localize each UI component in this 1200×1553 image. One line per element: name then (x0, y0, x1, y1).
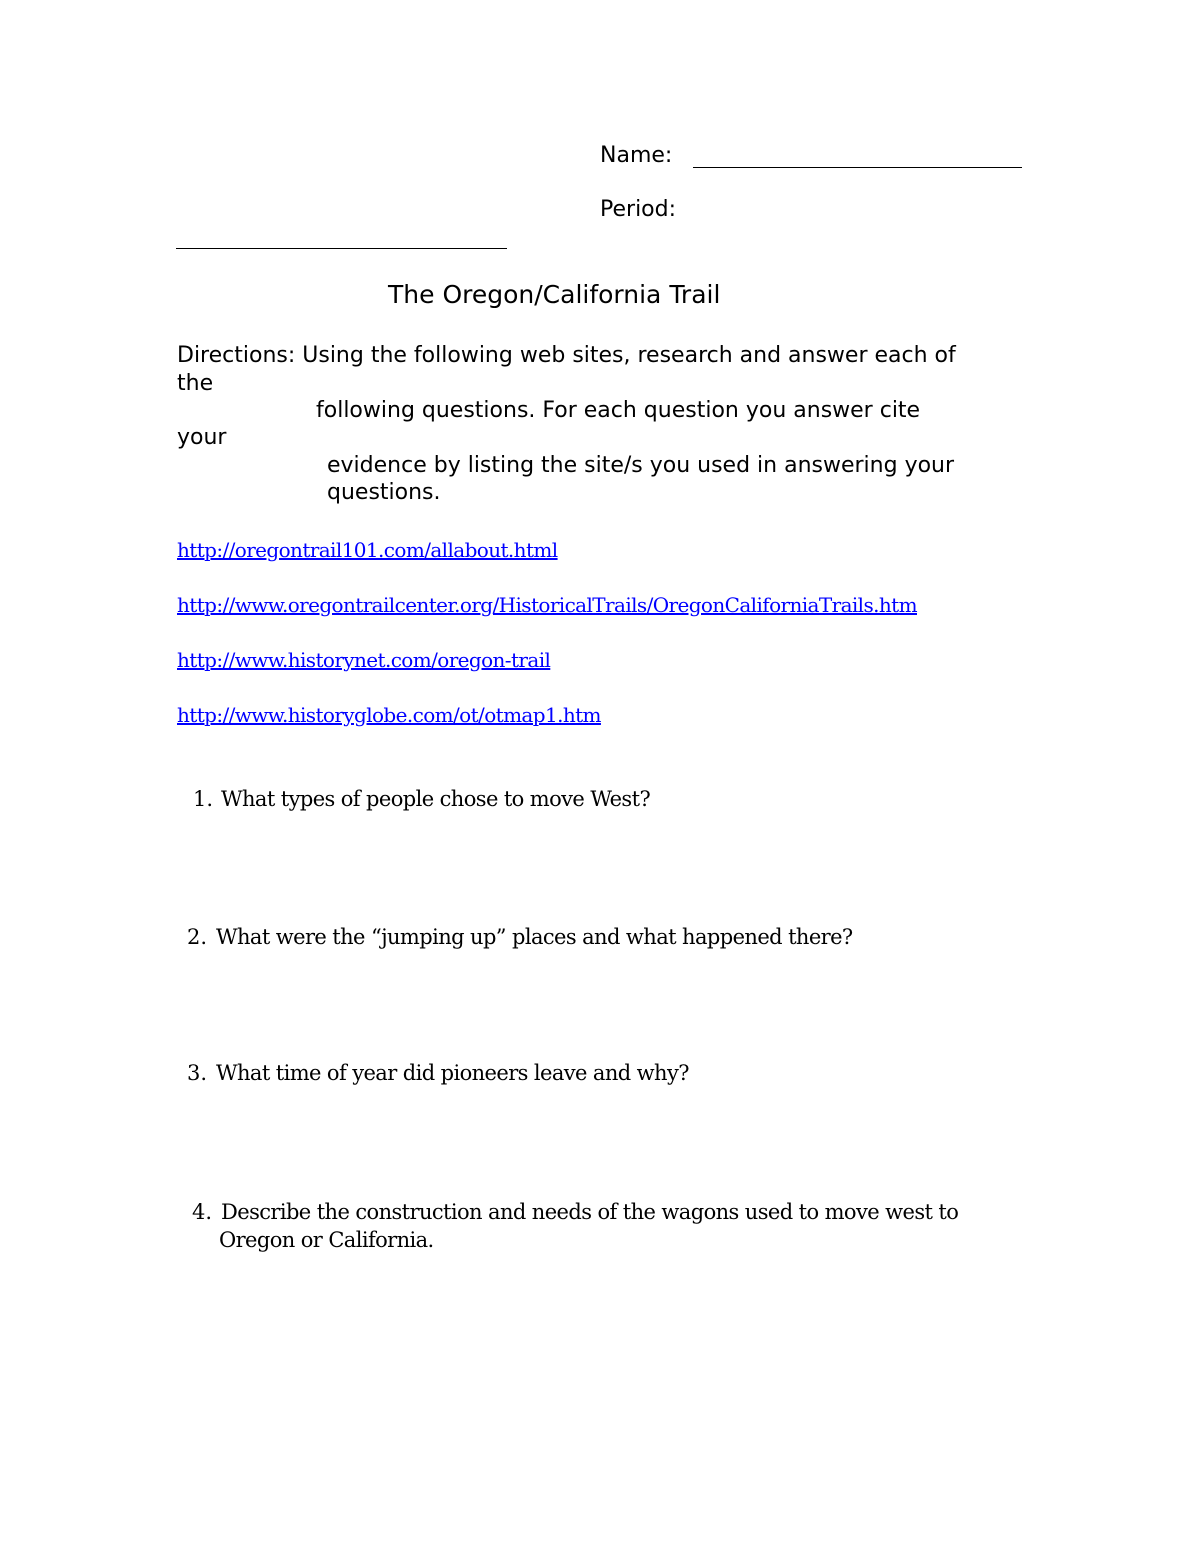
link-historyglobe[interactable]: http://www.historyglobe.com/ot/otmap1.htm (177, 703, 601, 727)
directions-line-3: evidence by listing the site/s you used in answering your (327, 453, 955, 478)
question-1-number: 1. (193, 787, 214, 811)
question-2-number: 2. (187, 925, 208, 949)
name-blank-line (693, 167, 1022, 168)
period-label: Period: (600, 197, 677, 222)
question-4-text-continued: Oregon or California. (219, 1228, 434, 1252)
question-4-text: Describe the construction and needs of the wagons used to move west to (221, 1200, 959, 1224)
link-oregontrail101[interactable]: http://oregontrail101.com/allabout.html (177, 538, 558, 562)
directions-line-1: Directions: Using the following web sites, research and answer each of (177, 343, 956, 368)
directions-line-2-wrap: your (177, 425, 227, 450)
page-title: The Oregon/California Trail (388, 280, 721, 309)
link-oregontrailcenter[interactable]: http://www.oregontrailcenter.org/HistoricalTrails/OregonCaliforniaTrails.htm (177, 593, 917, 617)
question-3-text: What time of year did pioneers leave and why? (216, 1061, 689, 1085)
question-2-text: What were the “jumping up” places and what happened there? (216, 925, 853, 949)
directions-line-2: following questions. For each question you answer cite (316, 398, 921, 423)
directions-line-1-wrap: the (177, 371, 214, 396)
directions-line-4: questions. (327, 480, 441, 505)
link-historynet[interactable]: http://www.historynet.com/oregon-trail (177, 648, 551, 672)
question-3-number: 3. (187, 1061, 208, 1085)
question-1-text: What types of people chose to move West? (221, 787, 651, 811)
question-4-number: 4. (192, 1200, 213, 1224)
period-blank-line (176, 248, 507, 249)
name-label: Name: (600, 143, 673, 168)
